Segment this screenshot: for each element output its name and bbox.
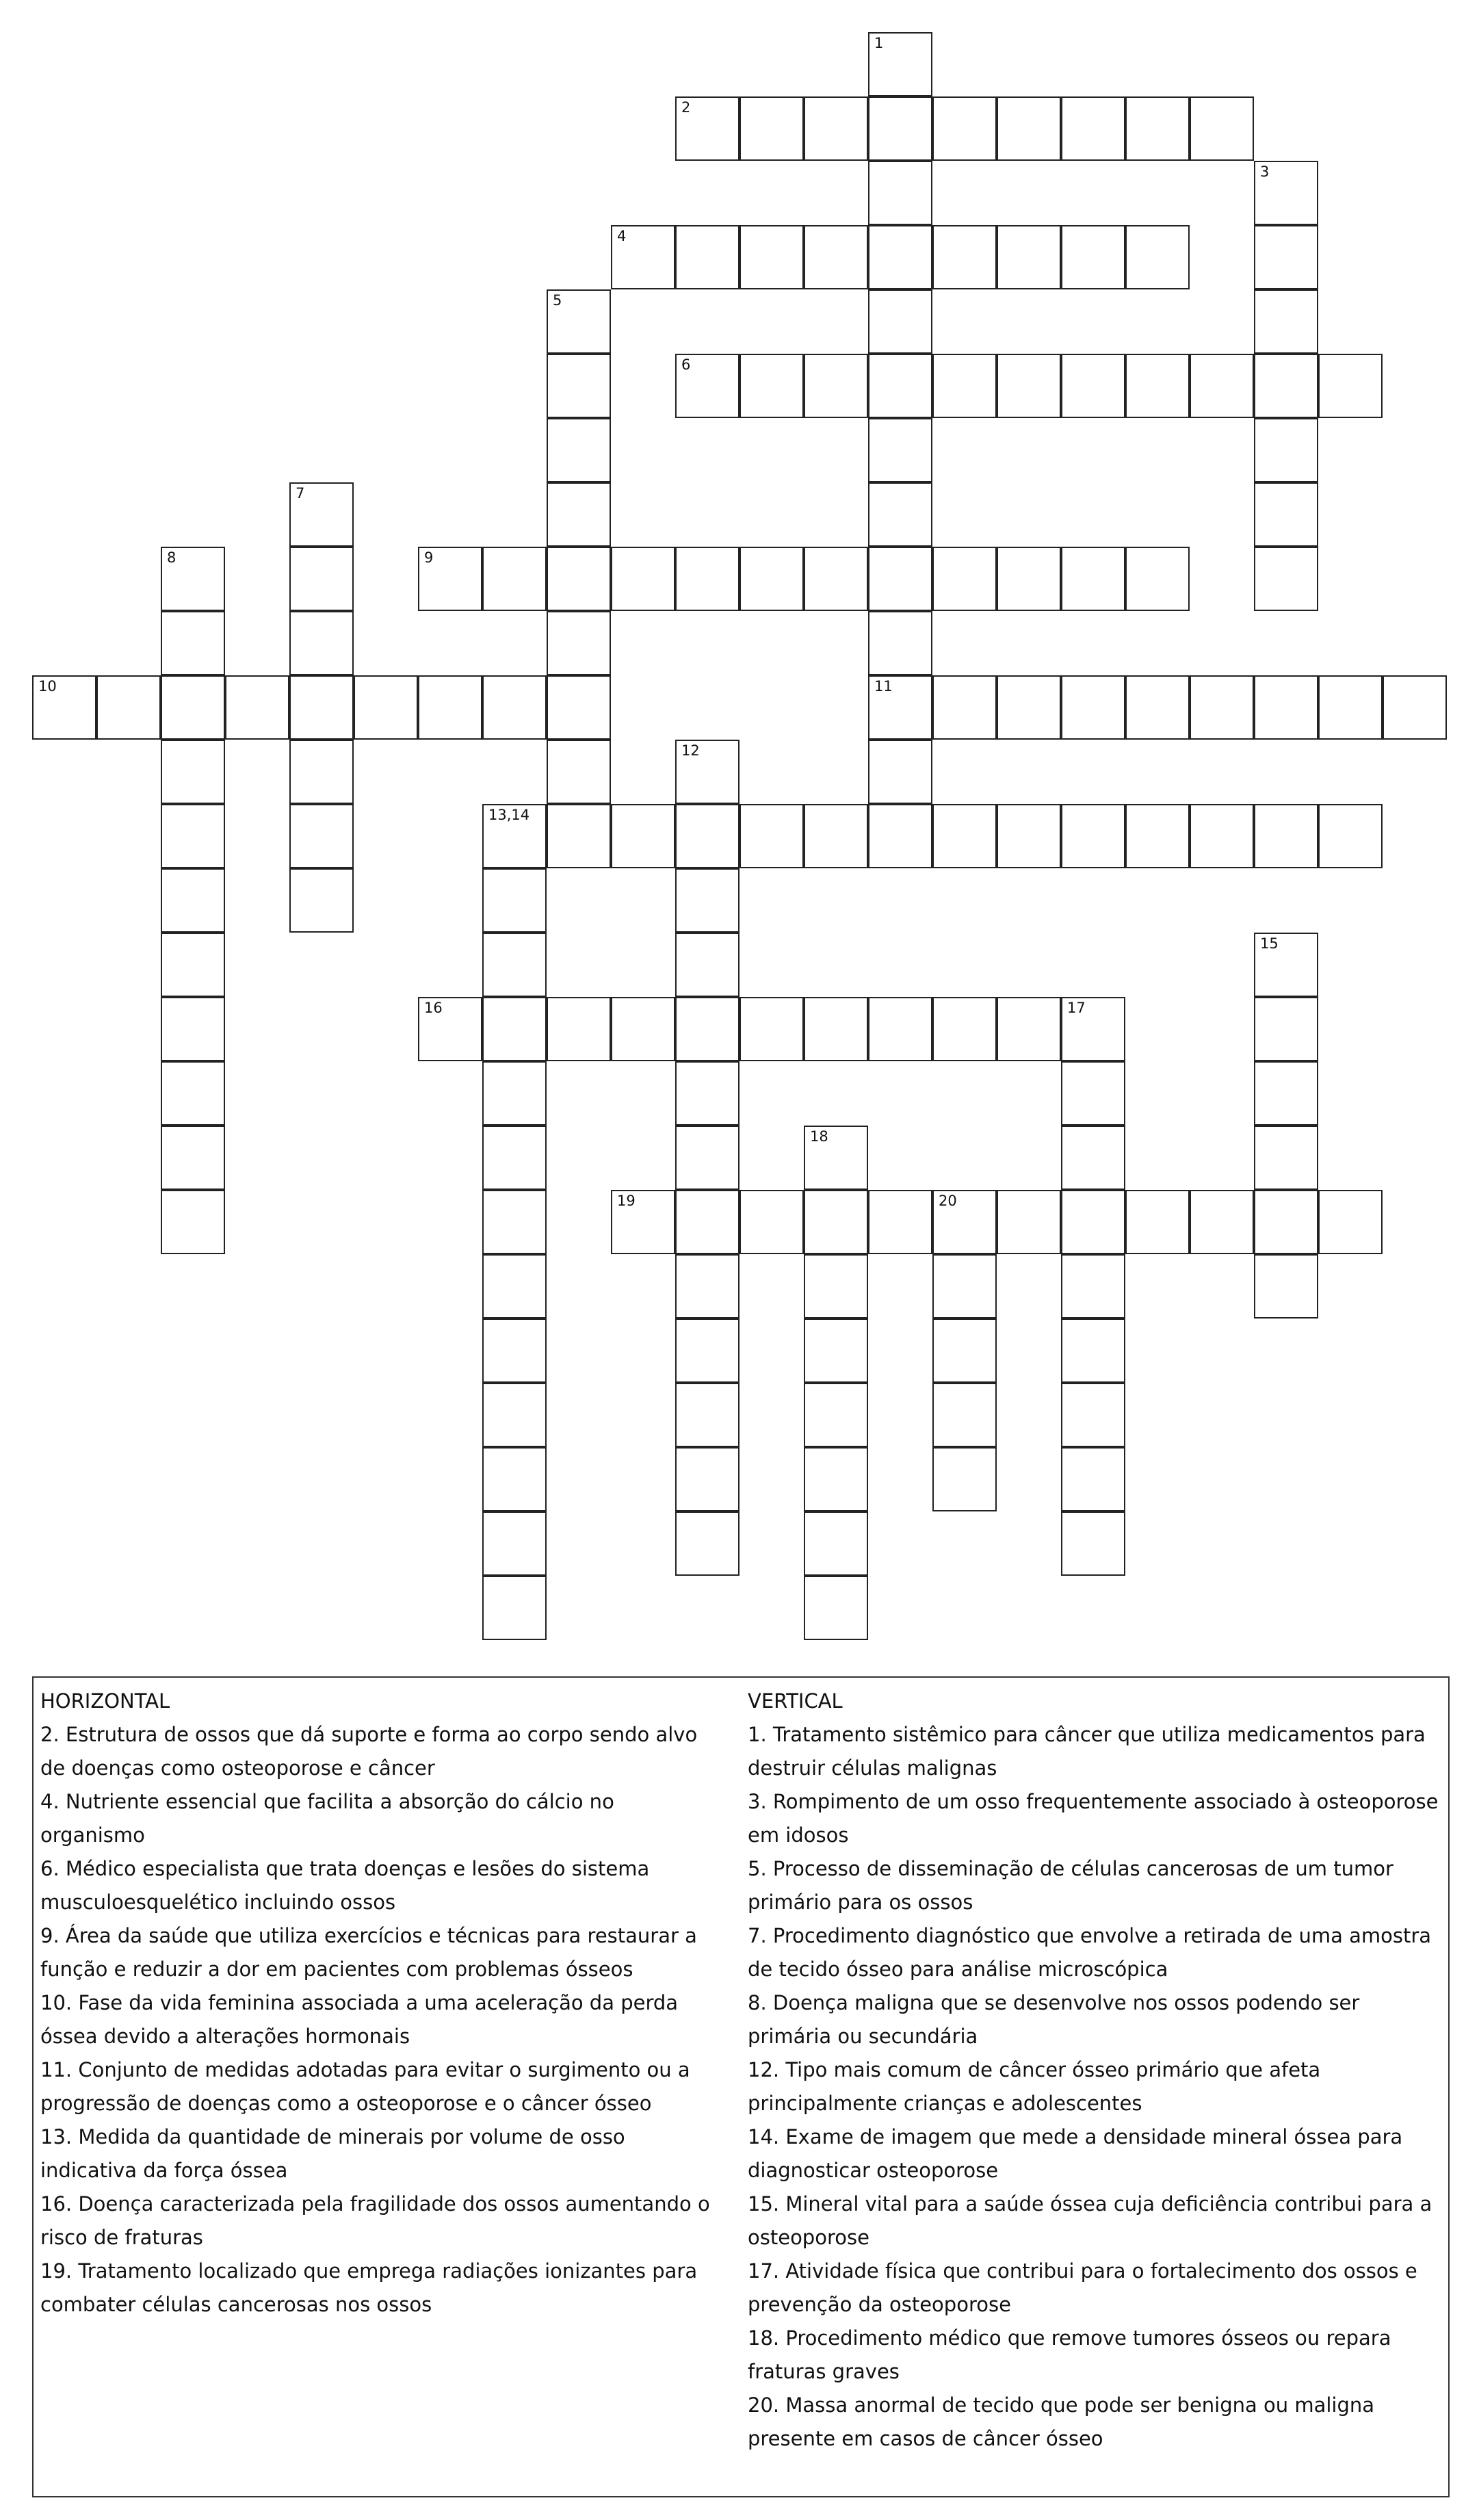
crossword-cell[interactable] (1125, 96, 1190, 161)
crossword-cell[interactable] (932, 225, 997, 289)
crossword-cell[interactable] (482, 675, 547, 740)
crossword-cell[interactable] (161, 868, 225, 933)
horizontal-clues-column (40, 1685, 724, 2322)
vertical-clue: 14. Exame de imagem que mede a densidade mineral óssea para diagnosticar osteoporose (748, 2125, 1403, 2182)
vertical-clue: 17. Atividade física que contribui para o fortalecimento dos ossos e prevenção da osteoporose (748, 2259, 1417, 2316)
crossword-cell[interactable] (1125, 354, 1190, 418)
crossword-cell[interactable] (804, 1319, 868, 1383)
crossword-cell[interactable] (1254, 675, 1318, 740)
crossword-cell[interactable] (547, 289, 611, 354)
crossword-cell[interactable] (547, 547, 611, 611)
crossword-cell[interactable] (1383, 675, 1447, 740)
crossword-cell[interactable] (868, 354, 932, 418)
crossword-cell[interactable] (868, 675, 932, 740)
crossword-cell[interactable] (932, 354, 997, 418)
crossword-cell[interactable] (932, 804, 997, 868)
crossword-cell[interactable] (740, 96, 804, 161)
crossword-cell[interactable] (1061, 354, 1125, 418)
crossword-cell[interactable] (1254, 1061, 1318, 1126)
crossword-cell[interactable] (804, 96, 868, 161)
clue-number: 11 (874, 678, 893, 694)
crossword-cell[interactable] (997, 225, 1061, 289)
crossword-cell[interactable] (675, 933, 740, 997)
crossword-cell[interactable] (740, 997, 804, 1061)
crossword-cell[interactable] (482, 804, 547, 868)
crossword-cell[interactable] (1061, 1511, 1125, 1576)
crossword-cell[interactable] (1254, 482, 1318, 547)
crossword-cell[interactable] (354, 675, 418, 740)
crossword-cell[interactable] (675, 225, 740, 289)
crossword-cell[interactable] (868, 482, 932, 547)
crossword-cell[interactable] (32, 675, 96, 740)
crossword-cell[interactable] (418, 675, 482, 740)
crossword-cell[interactable] (932, 547, 997, 611)
crossword-cell[interactable] (161, 1126, 225, 1190)
crossword-cell[interactable] (482, 1061, 547, 1126)
crossword-cell[interactable] (804, 1190, 868, 1254)
clue-number: 2 (681, 99, 691, 116)
crossword-cell[interactable] (868, 289, 932, 354)
crossword-cell[interactable] (868, 804, 932, 868)
clue-number: 5 (553, 292, 562, 309)
crossword-cell[interactable] (1061, 1254, 1125, 1319)
crossword-cell[interactable] (289, 547, 354, 611)
crossword-cell[interactable] (418, 547, 482, 611)
crossword-cell[interactable] (932, 675, 997, 740)
crossword-cell[interactable] (547, 418, 611, 482)
crossword-cell[interactable] (675, 997, 740, 1061)
crossword-cell[interactable] (868, 740, 932, 804)
vertical-clue: 5. Processo de disseminação de células cancerosas de um tumor primário para os ossos (748, 1857, 1393, 1914)
crossword-cell[interactable] (868, 96, 932, 161)
clue-number: 16 (424, 1000, 443, 1016)
crossword-cell[interactable] (675, 740, 740, 804)
crossword-cell[interactable] (675, 1447, 740, 1511)
crossword-cell[interactable] (482, 997, 547, 1061)
crossword-cell[interactable] (1254, 289, 1318, 354)
crossword-cell[interactable] (997, 675, 1061, 740)
crossword-cell[interactable] (932, 1319, 997, 1383)
crossword-cell[interactable] (675, 804, 740, 868)
crossword-cell[interactable] (868, 161, 932, 225)
clue-number: 7 (296, 485, 305, 502)
crossword-cell[interactable] (482, 1126, 547, 1190)
crossword-cell[interactable] (1061, 225, 1125, 289)
crossword-cell[interactable] (1061, 96, 1125, 161)
vertical-clue: 3. Rompimento de um osso frequentemente associado à osteoporose em idosos (748, 1790, 1439, 1847)
crossword-cell[interactable] (868, 997, 932, 1061)
crossword-cell[interactable] (1318, 804, 1383, 868)
crossword-cell[interactable] (547, 482, 611, 547)
crossword-cell[interactable] (482, 1576, 547, 1640)
crossword-cell[interactable] (1318, 354, 1383, 418)
crossword-cell[interactable] (289, 482, 354, 547)
vertical-clue: 1. Tratamento sistêmico para câncer que utiliza medicamentos para destruir células malignas (748, 1723, 1426, 1780)
crossword-cell[interactable] (482, 1383, 547, 1447)
crossword-cell[interactable] (482, 1511, 547, 1576)
crossword-cell[interactable] (804, 997, 868, 1061)
crossword-cell[interactable] (1254, 997, 1318, 1061)
crossword-cell[interactable] (1254, 1190, 1318, 1254)
horizontal-clue: 11. Conjunto de medidas adotadas para evitar o surgimento ou a progressão de doenças como a osteoporose e o câncer ósseo (40, 2058, 690, 2115)
vertical-heading: VERTICAL (748, 1689, 843, 1713)
vertical-clue: 15. Mineral vital para a saúde óssea cuja deficiência contribui para a osteoporose (748, 2192, 1432, 2249)
crossword-cell[interactable] (932, 1447, 997, 1511)
crossword-cell[interactable] (1125, 547, 1190, 611)
crossword-cell[interactable] (804, 1383, 868, 1447)
horizontal-clue: 6. Médico especialista que trata doenças e lesões do sistema musculoesquelético incluindo ossos (40, 1857, 650, 1914)
crossword-cell[interactable] (1254, 418, 1318, 482)
horizontal-clue: 4. Nutriente essencial que facilita a absorção do cálcio no organismo (40, 1790, 614, 1847)
crossword-cell[interactable] (161, 804, 225, 868)
crossword-cell[interactable] (804, 1511, 868, 1576)
horizontal-clue: 16. Doença caracterizada pela fragilidade dos ossos aumentando o risco de fraturas (40, 2192, 710, 2249)
crossword-cell[interactable] (1061, 547, 1125, 611)
crossword-cell[interactable] (161, 675, 225, 740)
crossword-cell[interactable] (1318, 1190, 1383, 1254)
crossword-cell[interactable] (482, 1190, 547, 1254)
crossword-cell[interactable] (804, 1576, 868, 1640)
crossword-cell[interactable] (1061, 1126, 1125, 1190)
crossword-cell[interactable] (547, 675, 611, 740)
crossword-cell[interactable] (289, 675, 354, 740)
crossword-cell[interactable] (675, 354, 740, 418)
crossword-cell[interactable] (547, 804, 611, 868)
crossword-cell[interactable] (868, 32, 932, 96)
vertical-clue: 20. Massa anormal de tecido que pode ser benigna ou maligna presente em casos de câncer ósseo (748, 2393, 1375, 2450)
horizontal-clue: 2. Estrutura de ossos que dá suporte e forma ao corpo sendo alvo de doenças como osteoporose e câncer (40, 1723, 698, 1780)
crossword-cell[interactable] (804, 225, 868, 289)
crossword-cell[interactable] (1254, 161, 1318, 225)
crossword-cell[interactable] (675, 1383, 740, 1447)
crossword-cell[interactable] (1254, 1126, 1318, 1190)
crossword-cell[interactable] (675, 1190, 740, 1254)
crossword-cell[interactable] (675, 547, 740, 611)
crossword-cell[interactable] (482, 933, 547, 997)
crossword-cell[interactable] (482, 868, 547, 933)
clue-number: 3 (1260, 164, 1270, 180)
crossword-cell[interactable] (804, 804, 868, 868)
vertical-clue: 8. Doença maligna que se desenvolve nos ossos podendo ser primária ou secundária (748, 1991, 1360, 2048)
crossword-cell[interactable] (1190, 675, 1254, 740)
crossword-cell[interactable] (161, 997, 225, 1061)
horizontal-clue: 13. Medida da quantidade de minerais por volume de osso indicativa da força óssea (40, 2125, 625, 2182)
crossword-cell[interactable] (804, 1126, 868, 1190)
crossword-cell[interactable] (868, 225, 932, 289)
clue-number: 1 (874, 35, 884, 51)
crossword-cell[interactable] (932, 96, 997, 161)
clue-number: 19 (617, 1193, 636, 1209)
clue-number: 20 (939, 1193, 957, 1209)
vertical-clue: 12. Tipo mais comum de câncer ósseo primário que afeta principalmente crianças e adolescentes (748, 2058, 1321, 2115)
crossword-cell[interactable] (1061, 804, 1125, 868)
crossword-cell[interactable] (547, 997, 611, 1061)
crossword-cell[interactable] (868, 1190, 932, 1254)
crossword-cell[interactable] (289, 611, 354, 675)
crossword-cell[interactable] (1061, 1190, 1125, 1254)
clue-number: 12 (681, 742, 700, 759)
crossword-cell[interactable] (161, 740, 225, 804)
crossword-cell[interactable] (482, 1254, 547, 1319)
crossword-cell[interactable] (675, 1511, 740, 1576)
crossword-cell[interactable] (289, 868, 354, 933)
crossword-cell[interactable] (868, 547, 932, 611)
crossword-cell[interactable] (740, 354, 804, 418)
crossword-cell[interactable] (1125, 675, 1190, 740)
vertical-clue: 7. Procedimento diagnóstico que envolve a retirada de uma amostra de tecido ósseo para análise microscópica (748, 1924, 1432, 1981)
crossword-cell[interactable] (418, 997, 482, 1061)
crossword-cell[interactable] (482, 1447, 547, 1511)
vertical-clues-column (748, 1685, 1445, 2456)
crossword-cell[interactable] (161, 547, 225, 611)
crossword-cell[interactable] (1061, 1061, 1125, 1126)
crossword-cell[interactable] (1254, 1254, 1318, 1319)
crossword-cell[interactable] (932, 1190, 997, 1254)
crossword-cell[interactable] (675, 1254, 740, 1319)
crossword-cell[interactable] (804, 354, 868, 418)
crossword-cell[interactable] (225, 675, 289, 740)
crossword-cell[interactable] (547, 740, 611, 804)
crossword-cell[interactable] (868, 611, 932, 675)
crossword-cell[interactable] (161, 1190, 225, 1254)
crossword-cell[interactable] (1254, 804, 1318, 868)
crossword-cell[interactable] (804, 1447, 868, 1511)
crossword-cell[interactable] (997, 997, 1061, 1061)
crossword-cell[interactable] (611, 997, 675, 1061)
crossword-cell[interactable] (675, 1061, 740, 1126)
crossword-cell[interactable] (547, 354, 611, 418)
crossword-cell[interactable] (997, 547, 1061, 611)
crossword-cell[interactable] (1318, 675, 1383, 740)
crossword-cell[interactable] (611, 547, 675, 611)
crossword-cell[interactable] (675, 96, 740, 161)
clues-panel (32, 1676, 1450, 2497)
crossword-cell[interactable] (804, 547, 868, 611)
crossword-cell[interactable] (1190, 96, 1254, 161)
crossword-cell[interactable] (1254, 225, 1318, 289)
crossword-cell[interactable] (1254, 933, 1318, 997)
crossword-cell[interactable] (740, 225, 804, 289)
crossword-cell[interactable] (482, 1319, 547, 1383)
crossword-cell[interactable] (932, 997, 997, 1061)
crossword-cell[interactable] (1061, 675, 1125, 740)
crossword-cell[interactable] (547, 611, 611, 675)
crossword-cell[interactable] (932, 1254, 997, 1319)
crossword-cell[interactable] (932, 1383, 997, 1447)
crossword-cell[interactable] (1254, 354, 1318, 418)
crossword-cell[interactable] (997, 354, 1061, 418)
crossword-cell[interactable] (675, 1319, 740, 1383)
crossword-cell[interactable] (161, 1061, 225, 1126)
crossword-cell[interactable] (1061, 997, 1125, 1061)
crossword-cell[interactable] (161, 611, 225, 675)
crossword-cell[interactable] (289, 740, 354, 804)
crossword-cell[interactable] (1061, 1447, 1125, 1511)
crossword-cell[interactable] (997, 1190, 1061, 1254)
crossword-cell[interactable] (997, 96, 1061, 161)
crossword-cell[interactable] (740, 804, 804, 868)
crossword-cell[interactable] (611, 804, 675, 868)
crossword-cell[interactable] (675, 1126, 740, 1190)
crossword-cell[interactable] (1125, 225, 1190, 289)
clue-number: 9 (424, 549, 434, 566)
vertical-clue: 18. Procedimento médico que remove tumores ósseos ou repara fraturas graves (748, 2326, 1391, 2383)
clue-number: 17 (1067, 1000, 1086, 1016)
crossword-cell[interactable] (96, 675, 161, 740)
crossword-cell[interactable] (611, 225, 675, 289)
crossword-cell[interactable] (1190, 1190, 1254, 1254)
crossword-cell[interactable] (482, 547, 547, 611)
crossword-cell[interactable] (1125, 1190, 1190, 1254)
clue-number: 6 (681, 356, 691, 373)
clue-number: 4 (617, 228, 627, 244)
crossword-cell[interactable] (1190, 354, 1254, 418)
crossword-cell[interactable] (1061, 1383, 1125, 1447)
crossword-cell[interactable] (997, 804, 1061, 868)
crossword-cell[interactable] (740, 547, 804, 611)
crossword-cell[interactable] (1190, 804, 1254, 868)
crossword-cell[interactable] (1125, 804, 1190, 868)
clue-number: 18 (810, 1128, 828, 1145)
horizontal-clue: 9. Área da saúde que utiliza exercícios e técnicas para restaurar a função e reduzir a dor em pacientes com problemas ósseos (40, 1924, 697, 1981)
horizontal-clue: 19. Tratamento localizado que emprega radiações ionizantes para combater células cancerosas nos ossos (40, 2259, 698, 2316)
crossword-cell[interactable] (868, 418, 932, 482)
horizontal-clue: 10. Fase da vida feminina associada a uma aceleração da perda óssea devido a alterações hormonais (40, 1991, 679, 2048)
crossword-cell[interactable] (804, 1254, 868, 1319)
clue-number: 15 (1260, 935, 1279, 952)
crossword-cell[interactable] (611, 1190, 675, 1254)
clue-number: 8 (167, 549, 176, 566)
crossword-cell[interactable] (289, 804, 354, 868)
crossword-cell[interactable] (1061, 1319, 1125, 1383)
crossword-cell[interactable] (161, 933, 225, 997)
crossword-cell[interactable] (740, 1190, 804, 1254)
crossword-cell[interactable] (1254, 547, 1318, 611)
clue-number: 10 (38, 678, 57, 694)
crossword-cell[interactable] (675, 868, 740, 933)
clue-number: 13,14 (488, 807, 530, 823)
horizontal-heading: HORIZONTAL (40, 1689, 170, 1713)
